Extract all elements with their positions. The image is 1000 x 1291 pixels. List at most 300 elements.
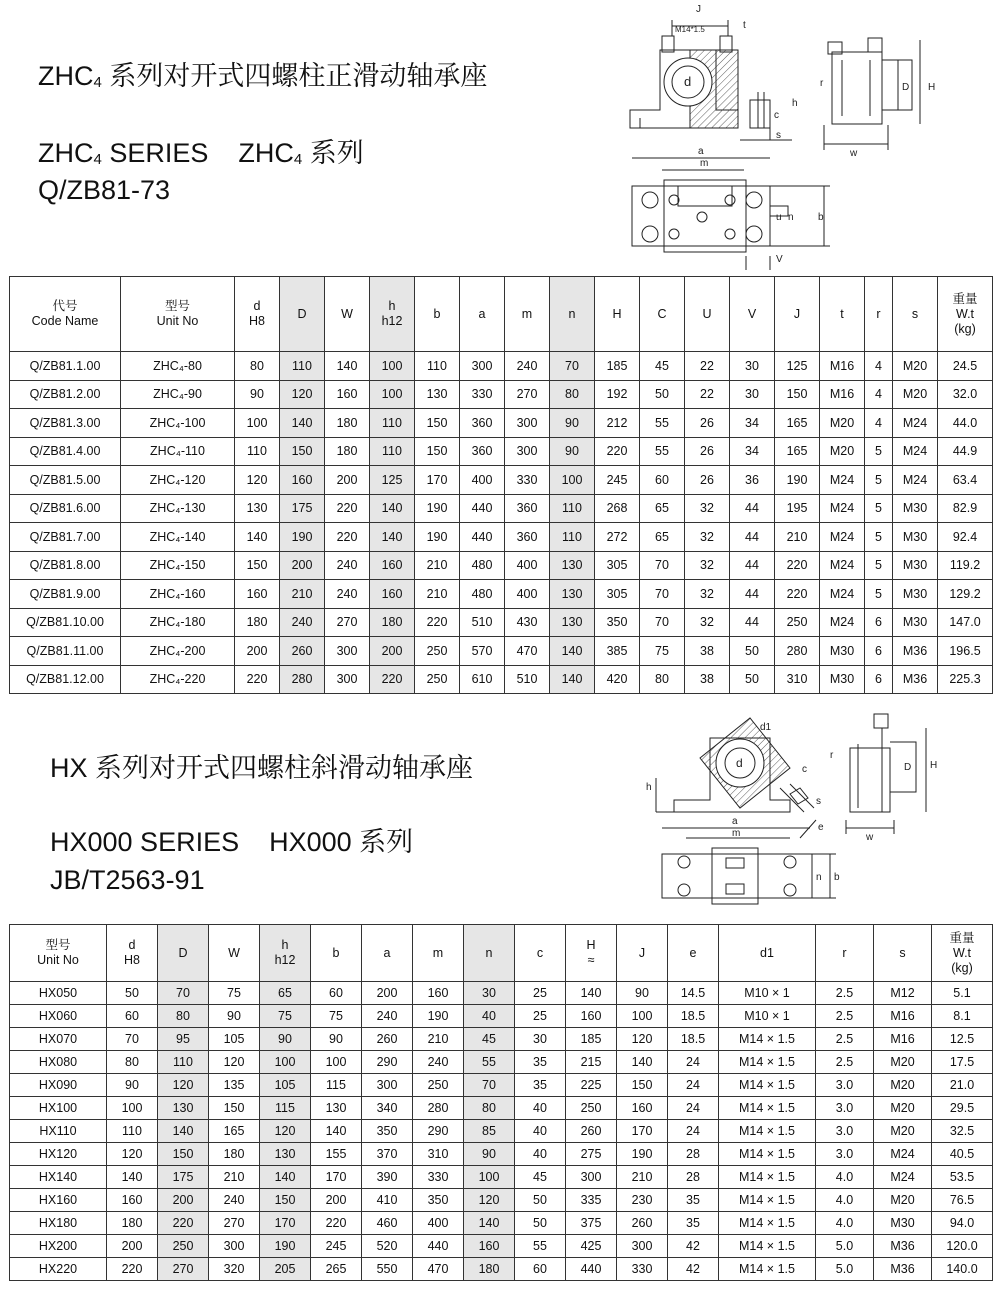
table-cell: 65: [640, 494, 685, 523]
label-w: w: [850, 148, 858, 159]
table-cell: 120: [617, 1028, 668, 1051]
hx-bearing-drawing: [640, 708, 940, 916]
table-cell: M14 × 1.5: [719, 1143, 816, 1166]
table-cell: 22: [685, 380, 730, 409]
table-cell: 6: [865, 665, 893, 694]
table-cell: 140: [566, 982, 617, 1005]
table-cell: 18.5: [668, 1028, 719, 1051]
table-cell: ZHC₄-100: [121, 409, 235, 438]
table-cell: 90: [107, 1074, 158, 1097]
table-cell: 150: [617, 1074, 668, 1097]
hx-col-n: n: [464, 925, 515, 982]
hx-col-unit-no: 型号 Unit No: [10, 925, 107, 982]
table-cell: M16: [874, 1005, 932, 1028]
table-cell: 220: [370, 665, 415, 694]
table-cell: 165: [775, 437, 820, 466]
table-cell: 44.9: [938, 437, 993, 466]
table-cell: 160: [107, 1189, 158, 1212]
table-cell: 105: [209, 1028, 260, 1051]
table-cell: 225.3: [938, 665, 993, 694]
table-cell: 130: [415, 380, 460, 409]
table-cell: 400: [505, 580, 550, 609]
table-cell: 220: [325, 494, 370, 523]
table-cell: 200: [158, 1189, 209, 1212]
table-cell: 240: [325, 580, 370, 609]
label-c: c: [774, 110, 779, 121]
table-cell: 375: [566, 1212, 617, 1235]
table-cell: 275: [566, 1143, 617, 1166]
table-cell: 200: [235, 637, 280, 666]
table-cell: 75: [209, 982, 260, 1005]
table-cell: 160: [280, 466, 325, 495]
table-cell: 50: [107, 982, 158, 1005]
table-cell: M24: [820, 494, 865, 523]
section2-title: HX 系列对开式四螺柱斜滑动轴承座: [50, 753, 474, 783]
table-cell: 6: [865, 637, 893, 666]
table-cell: 160: [370, 580, 415, 609]
table-cell: 4.0: [816, 1212, 874, 1235]
table-cell: 300: [617, 1235, 668, 1258]
table-cell: 220: [235, 665, 280, 694]
table-cell: 180: [209, 1143, 260, 1166]
label-b: b: [818, 212, 824, 223]
table-cell: 5: [865, 494, 893, 523]
table-cell: 370: [362, 1143, 413, 1166]
table-cell: Q/ZB81.8.00: [10, 551, 121, 580]
table-cell: 305: [595, 580, 640, 609]
table-cell: 3.0: [816, 1074, 874, 1097]
table-cell: M20: [874, 1097, 932, 1120]
zhc4-table-row: [10, 437, 993, 466]
table-cell: 280: [775, 637, 820, 666]
table-cell: 120: [464, 1189, 515, 1212]
table-cell: 180: [325, 437, 370, 466]
table-cell: 300: [505, 437, 550, 466]
table-cell: 210: [415, 551, 460, 580]
hx-label-c: c: [802, 764, 807, 775]
table-cell: 25: [515, 1005, 566, 1028]
table-cell: 90: [260, 1028, 311, 1051]
table-cell: 440: [460, 494, 505, 523]
table-cell: 140: [464, 1212, 515, 1235]
table-cell: M36: [874, 1235, 932, 1258]
table-cell: HX180: [10, 1212, 107, 1235]
table-cell: 110: [550, 523, 595, 552]
table-cell: 40: [515, 1097, 566, 1120]
table-cell: 300: [460, 352, 505, 381]
table-cell: Q/ZB81.9.00: [10, 580, 121, 609]
table-cell: 400: [460, 466, 505, 495]
table-cell: 420: [595, 665, 640, 694]
table-cell: 510: [505, 665, 550, 694]
table-cell: 94.0: [932, 1212, 993, 1235]
table-cell: 32: [685, 551, 730, 580]
table-cell: 160: [617, 1097, 668, 1120]
table-cell: 115: [260, 1097, 311, 1120]
table-cell: 400: [505, 551, 550, 580]
label-V: V: [776, 254, 783, 265]
table-cell: 210: [413, 1028, 464, 1051]
table-cell: M36: [893, 665, 938, 694]
table-cell: 60: [640, 466, 685, 495]
table-cell: 110: [235, 437, 280, 466]
table-cell: M14 × 1.5: [719, 1074, 816, 1097]
table-cell: 170: [415, 466, 460, 495]
hx-label-m: m: [732, 828, 741, 839]
table-cell: 110: [415, 352, 460, 381]
table-cell: 220: [775, 551, 820, 580]
table-cell: 150: [415, 437, 460, 466]
table-cell: 32: [685, 608, 730, 637]
table-cell: 150: [415, 409, 460, 438]
table-cell: 24: [668, 1120, 719, 1143]
table-cell: 129.2: [938, 580, 993, 609]
table-cell: 400: [413, 1212, 464, 1235]
label-u: u: [776, 212, 782, 223]
table-cell: 135: [209, 1074, 260, 1097]
table-cell: Q/ZB81.10.00: [10, 608, 121, 637]
table-cell: 350: [413, 1189, 464, 1212]
table-cell: 190: [413, 1005, 464, 1028]
table-cell: 119.2: [938, 551, 993, 580]
table-cell: 150: [158, 1143, 209, 1166]
table-cell: 2.5: [816, 982, 874, 1005]
table-cell: M20: [874, 1074, 932, 1097]
label-a: a: [698, 146, 704, 157]
table-cell: 5.0: [816, 1258, 874, 1281]
table-cell: 50: [730, 665, 775, 694]
hx-col-m: m: [413, 925, 464, 982]
table-cell: 270: [325, 608, 370, 637]
table-cell: 300: [209, 1235, 260, 1258]
table-cell: M16: [820, 380, 865, 409]
table-cell: M20: [893, 380, 938, 409]
table-cell: 310: [413, 1143, 464, 1166]
table-cell: M20: [820, 409, 865, 438]
col-J: J: [775, 277, 820, 352]
table-cell: M10 × 1: [719, 982, 816, 1005]
zhc4-table-row: [10, 580, 993, 609]
table-cell: HX100: [10, 1097, 107, 1120]
table-cell: ZHC₄-80: [121, 352, 235, 381]
table-cell: 160: [235, 580, 280, 609]
table-cell: 470: [413, 1258, 464, 1281]
table-cell: 210: [775, 523, 820, 552]
table-cell: 330: [617, 1258, 668, 1281]
section1-title: $ZHC_4$ 系列对开式四螺柱正滑动轴承座: [38, 61, 488, 91]
table-cell: 75: [260, 1005, 311, 1028]
table-cell: 26: [685, 409, 730, 438]
table-cell: 335: [566, 1189, 617, 1212]
table-cell: 180: [370, 608, 415, 637]
table-cell: 125: [775, 352, 820, 381]
table-cell: 130: [550, 551, 595, 580]
table-cell: ZHC₄-90: [121, 380, 235, 409]
table-cell: 100: [311, 1051, 362, 1074]
table-cell: 330: [505, 466, 550, 495]
col-D: D: [280, 277, 325, 352]
label-m: m: [700, 158, 709, 169]
table-cell: 150: [209, 1097, 260, 1120]
col-code-name: 代号 Code Name: [10, 277, 121, 352]
table-cell: 32: [685, 494, 730, 523]
hx-table-row: [10, 1189, 993, 1212]
table-cell: 215: [566, 1051, 617, 1074]
table-cell: 200: [370, 637, 415, 666]
col-d: d H8: [235, 277, 280, 352]
col-U: U: [685, 277, 730, 352]
table-cell: M36: [874, 1258, 932, 1281]
hx-table-row: [10, 1143, 993, 1166]
col-b: b: [415, 277, 460, 352]
table-cell: 440: [460, 523, 505, 552]
table-cell: 90: [464, 1143, 515, 1166]
table-cell: M24: [820, 580, 865, 609]
table-cell: M14 × 1.5: [719, 1028, 816, 1051]
table-cell: 80: [235, 352, 280, 381]
table-cell: 30: [515, 1028, 566, 1051]
table-cell: 280: [413, 1097, 464, 1120]
table-cell: 130: [550, 608, 595, 637]
table-cell: 300: [362, 1074, 413, 1097]
hx-col-d1: d1: [719, 925, 816, 982]
table-cell: 330: [413, 1166, 464, 1189]
table-cell: 35: [515, 1074, 566, 1097]
table-cell: 140: [235, 523, 280, 552]
table-cell: 220: [595, 437, 640, 466]
col-r: r: [865, 277, 893, 352]
col-h: h h12: [370, 277, 415, 352]
table-cell: 190: [280, 523, 325, 552]
table-cell: 45: [515, 1166, 566, 1189]
table-cell: 120: [209, 1051, 260, 1074]
hx-table-row: [10, 1005, 993, 1028]
table-cell: 85: [464, 1120, 515, 1143]
table-cell: 42: [668, 1235, 719, 1258]
table-cell: M20: [820, 437, 865, 466]
table-cell: 75: [311, 1005, 362, 1028]
table-cell: 140: [617, 1051, 668, 1074]
hx-col-c: c: [515, 925, 566, 982]
table-cell: 175: [158, 1166, 209, 1189]
table-cell: 140: [325, 352, 370, 381]
table-cell: 100: [260, 1051, 311, 1074]
table-cell: 115: [311, 1074, 362, 1097]
table-cell: 105: [260, 1074, 311, 1097]
table-cell: Q/ZB81.4.00: [10, 437, 121, 466]
label-t: t: [743, 20, 746, 31]
hx-col-H: H ≈: [566, 925, 617, 982]
hx-table-row: [10, 1051, 993, 1074]
table-cell: 330: [460, 380, 505, 409]
table-cell: 50: [730, 637, 775, 666]
table-cell: 120.0: [932, 1235, 993, 1258]
table-cell: 140: [158, 1120, 209, 1143]
table-cell: HX060: [10, 1005, 107, 1028]
table-cell: 320: [209, 1258, 260, 1281]
table-cell: 18.5: [668, 1005, 719, 1028]
table-cell: 250: [415, 665, 460, 694]
table-cell: 32: [685, 580, 730, 609]
table-cell: 460: [362, 1212, 413, 1235]
table-cell: 90: [311, 1028, 362, 1051]
table-cell: M24: [820, 466, 865, 495]
table-cell: 70: [158, 982, 209, 1005]
table-cell: 22: [685, 352, 730, 381]
table-cell: 196.5: [938, 637, 993, 666]
col-W: W: [325, 277, 370, 352]
table-cell: M20: [893, 352, 938, 381]
table-cell: M24: [874, 1166, 932, 1189]
table-cell: M24: [820, 551, 865, 580]
table-cell: 3.0: [816, 1143, 874, 1166]
table-cell: 32.5: [932, 1120, 993, 1143]
table-cell: 92.4: [938, 523, 993, 552]
table-cell: 100: [617, 1005, 668, 1028]
table-cell: ZHC₄-180: [121, 608, 235, 637]
table-cell: 42: [668, 1258, 719, 1281]
table-cell: 120: [235, 466, 280, 495]
table-cell: 480: [460, 551, 505, 580]
col-n: n: [550, 277, 595, 352]
table-cell: 160: [566, 1005, 617, 1028]
table-cell: 80: [464, 1097, 515, 1120]
label-d: d: [684, 74, 692, 89]
table-cell: M24: [820, 608, 865, 637]
table-cell: 120: [260, 1120, 311, 1143]
table-cell: HX050: [10, 982, 107, 1005]
table-cell: 165: [209, 1120, 260, 1143]
table-cell: HX200: [10, 1235, 107, 1258]
table-cell: M24: [820, 523, 865, 552]
label-thread: M14*1.5: [675, 25, 705, 34]
hx-label-w: w: [866, 832, 874, 843]
table-cell: 55: [640, 437, 685, 466]
table-cell: 155: [311, 1143, 362, 1166]
table-cell: 440: [566, 1258, 617, 1281]
table-cell: 140: [311, 1120, 362, 1143]
table-cell: 28: [668, 1166, 719, 1189]
label-H: H: [928, 82, 936, 93]
table-cell: 70: [550, 352, 595, 381]
table-cell: 24.5: [938, 352, 993, 381]
table-cell: 120: [280, 380, 325, 409]
table-cell: 110: [550, 494, 595, 523]
table-cell: 240: [362, 1005, 413, 1028]
table-cell: 40: [464, 1005, 515, 1028]
col-weight: 重量 W.t (kg): [938, 277, 993, 352]
table-cell: 205: [260, 1258, 311, 1281]
table-cell: 70: [464, 1074, 515, 1097]
table-cell: 80: [107, 1051, 158, 1074]
col-H: H: [595, 277, 640, 352]
table-cell: 140: [280, 409, 325, 438]
table-cell: 220: [107, 1258, 158, 1281]
table-cell: Q/ZB81.11.00: [10, 637, 121, 666]
table-cell: 30: [464, 982, 515, 1005]
table-cell: 25: [515, 982, 566, 1005]
table-cell: 470: [505, 637, 550, 666]
table-cell: 250: [415, 637, 460, 666]
hx-front-view: [656, 718, 814, 812]
hx-label-r: r: [830, 750, 834, 761]
label-h: h: [792, 98, 798, 109]
table-cell: 14.5: [668, 982, 719, 1005]
table-cell: 40: [515, 1143, 566, 1166]
table-cell: 5.0: [816, 1235, 874, 1258]
table-cell: 410: [362, 1189, 413, 1212]
table-cell: 280: [280, 665, 325, 694]
table-cell: 63.4: [938, 466, 993, 495]
table-cell: 26: [685, 466, 730, 495]
table-cell: Q/ZB81.5.00: [10, 466, 121, 495]
table-cell: 76.5: [932, 1189, 993, 1212]
table-cell: 82.9: [938, 494, 993, 523]
table-cell: 34: [730, 409, 775, 438]
hx-label-a: a: [732, 816, 738, 827]
zhc4-table-row: [10, 665, 993, 694]
table-cell: 220: [415, 608, 460, 637]
table-cell: M30: [820, 665, 865, 694]
table-cell: 44: [730, 551, 775, 580]
table-cell: 50: [515, 1189, 566, 1212]
col-m: m: [505, 277, 550, 352]
label-D: D: [902, 82, 910, 93]
hx-label-b: b: [834, 872, 840, 883]
table-cell: M24: [874, 1143, 932, 1166]
table-cell: 200: [311, 1189, 362, 1212]
hx-col-r: r: [816, 925, 874, 982]
table-cell: 180: [464, 1258, 515, 1281]
hx-col-s: s: [874, 925, 932, 982]
table-cell: 140: [260, 1166, 311, 1189]
table-cell: M30: [820, 637, 865, 666]
table-cell: 350: [362, 1120, 413, 1143]
table-cell: 520: [362, 1235, 413, 1258]
table-cell: 38: [685, 665, 730, 694]
table-cell: 4.0: [816, 1166, 874, 1189]
hx-col-W: W: [209, 925, 260, 982]
table-cell: 272: [595, 523, 640, 552]
table-cell: 180: [325, 409, 370, 438]
table-cell: 60: [311, 982, 362, 1005]
table-cell: 90: [235, 380, 280, 409]
table-cell: 50: [640, 380, 685, 409]
col-C: C: [640, 277, 685, 352]
table-cell: M30: [893, 580, 938, 609]
table-cell: 44: [730, 523, 775, 552]
table-cell: 340: [362, 1097, 413, 1120]
table-cell: 4: [865, 352, 893, 381]
table-cell: ZHC₄-220: [121, 665, 235, 694]
table-cell: 125: [370, 466, 415, 495]
table-cell: 290: [362, 1051, 413, 1074]
table-cell: 270: [158, 1258, 209, 1281]
table-cell: 21.0: [932, 1074, 993, 1097]
zhc4-table-row: [10, 409, 993, 438]
table-cell: 140: [370, 494, 415, 523]
table-cell: M24: [893, 466, 938, 495]
table-cell: 268: [595, 494, 640, 523]
table-cell: 24: [668, 1051, 719, 1074]
table-cell: 120: [107, 1143, 158, 1166]
table-cell: 100: [235, 409, 280, 438]
table-cell: 53.5: [932, 1166, 993, 1189]
table-cell: 110: [107, 1120, 158, 1143]
table-cell: 245: [595, 466, 640, 495]
hx-col-h: h h12: [260, 925, 311, 982]
table-cell: M14 × 1.5: [719, 1120, 816, 1143]
